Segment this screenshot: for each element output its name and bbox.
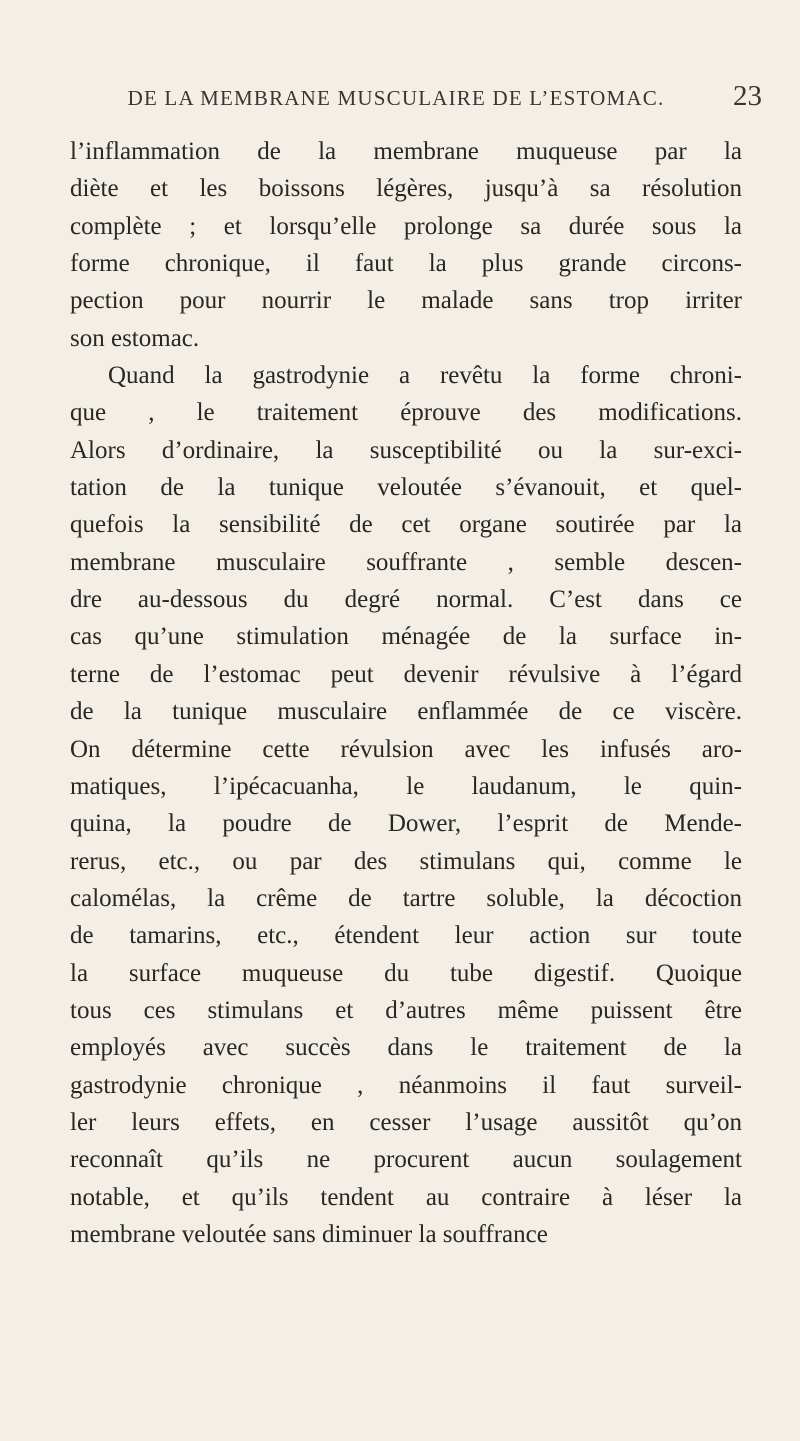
text-line: On détermine cette révulsion avec les infusés aro-: [70, 735, 742, 763]
text-line: ler leurs effets, en cesser l’usage aussitôt qu’on: [70, 1108, 742, 1136]
running-title: DE LA MEMBRANE MUSCULAIRE DE L’ESTOMAC.: [127, 86, 665, 110]
body-text: [70, 133, 742, 1253]
text-line: la surface muqueuse du tube digestif. Quoique: [70, 959, 742, 987]
text-line: l’inflammation de la membrane muqueuse par la: [70, 138, 742, 165]
paragraph-1: [70, 133, 742, 357]
text-line: que , le traitement éprouve des modifications.: [70, 399, 742, 427]
text-line: notable, et qu’ils tendent au contraire à léser la: [70, 1183, 742, 1211]
text-line: tation de la tunique veloutée s’évanouit, et quel-: [70, 474, 742, 502]
text-line: rerus, etc., ou par des stimulans qui, comme le: [70, 847, 742, 875]
text-line: complète ; et lorsqu’elle prolonge sa durée sous la: [70, 212, 742, 240]
text-line: quefois la sensibilité de cet organe soutirée par la: [70, 511, 742, 539]
running-header: [90, 78, 762, 118]
text-line: dre au-dessous du degré normal. C’est dans ce: [70, 586, 742, 614]
text-line: membrane musculaire souffrante , semble descen-: [70, 548, 742, 576]
text-line: matiques, l’ipécacuanha, le laudanum, le quin-: [70, 772, 742, 800]
text-line: diète et les boissons légères, jusqu’à sa résolution: [70, 175, 742, 203]
text-line: calomélas, la crême de tartre soluble, la décoction: [70, 884, 742, 912]
text-line: tous ces stimulans et d’autres même puissent être: [70, 996, 742, 1024]
text-line: Quand la gastrodynie a revêtu la forme chroni-: [108, 362, 742, 390]
text-line: forme chronique, il faut la plus grande circons-: [70, 250, 742, 278]
text-line: pection pour nourrir le malade sans trop irriter: [70, 287, 742, 315]
paragraph-2: [70, 357, 742, 1253]
text-line: quina, la poudre de Dower, l’esprit de Mende-: [70, 810, 742, 838]
text-line: de la tunique musculaire enflammée de ce viscère.: [70, 698, 742, 726]
page-number: 23: [733, 80, 762, 112]
text-line: gastrodynie chronique , néanmoins il faut surveil-: [70, 1071, 742, 1099]
text-line: membrane veloutée sans diminuer la souffrance: [70, 1220, 548, 1248]
text-line: reconnaît qu’ils ne procurent aucun soulagement: [70, 1146, 742, 1174]
text-line: Alors d’ordinaire, la susceptibilité ou la sur-exci-: [70, 436, 742, 464]
text-line: cas qu’une stimulation ménagée de la surface in-: [70, 623, 742, 651]
text-line: son estomac.: [70, 324, 200, 352]
text-line: terne de l’estomac peut devenir révulsive à l’égard: [70, 660, 742, 688]
text-line: employés avec succès dans le traitement de la: [70, 1034, 742, 1062]
text-line: de tamarins, etc., étendent leur action sur toute: [70, 922, 742, 950]
